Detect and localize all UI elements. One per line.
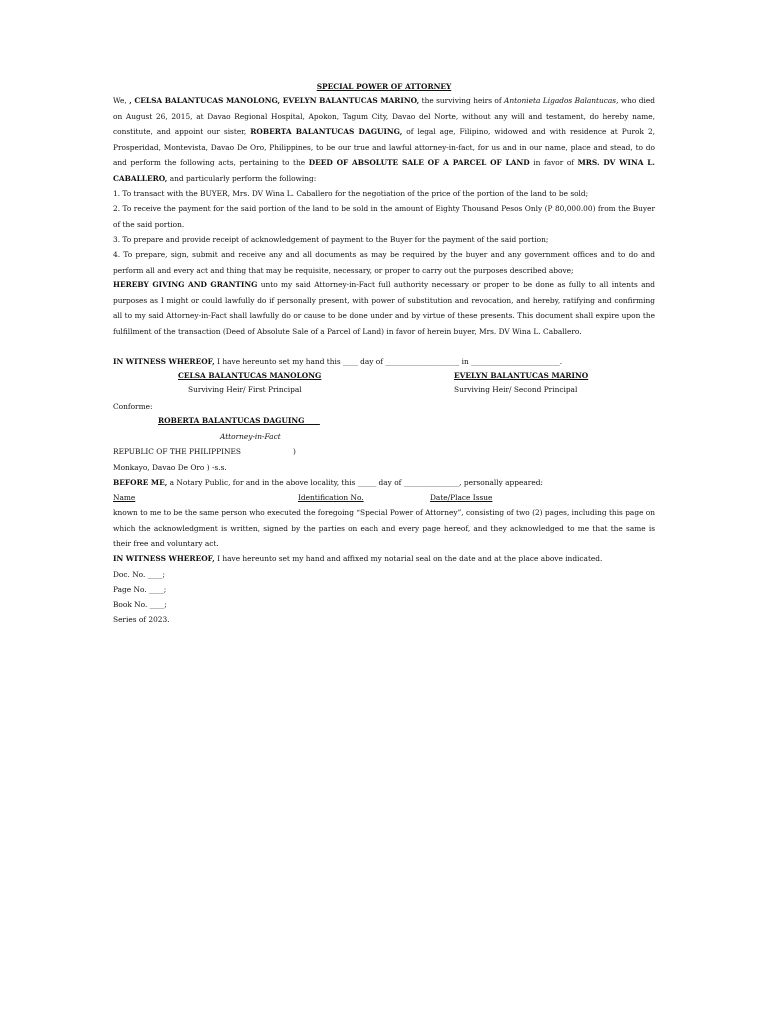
intro-text-2: of legal age, Filipino, widowed and with residence at Purok 2, Prosperidad, Montevista, Davao De Oro, Philippines, to be our true and lawful attorney-in-fact, for us and in our name, place and stead, to do and perform the following acts, pertaining to the xyxy=(113,127,656,168)
witness-text-1: I have hereunto set my hand this ____ day of ____________________ in ________________________. xyxy=(214,357,563,366)
power-item-3: 3. To prepare and provide receipt of acknowledgement of payment to the Buyer for the payment of the said portion; xyxy=(113,235,549,244)
before-me-lead: BEFORE ME, xyxy=(113,478,168,487)
buyer-name-inline: MRS. DV WINA L. CABALLERO, xyxy=(113,158,656,183)
principals-names: , CELSA BALANTUCAS MANOLONG, EVELYN BALANTUCAS MARINO, xyxy=(129,96,420,105)
witness-paragraph-2 xyxy=(113,551,655,567)
intro-text-3: in favor of xyxy=(529,158,578,168)
series-year: Series of 2023. xyxy=(113,615,170,624)
principal-2-role: Surviving Heir/ Second Principal xyxy=(454,385,578,394)
intro-paragraph xyxy=(113,93,655,187)
power-item-1: 1. To transact with the BUYER, Mrs. DV Wina L. Caballero for the negotiation of the price of the portion of the land to be sold; xyxy=(113,189,589,198)
principal-1-role: Surviving Heir/ First Principal xyxy=(188,385,302,394)
acknowledgment-paragraph: known to me to be the same person who executed the foregoing “Special Power of Attorney”, consisting of two (2) pages, including this page on which the acknowledgment is written, signed by the parties on each and every page hereof, and they acknowledged to me that the same is their free and voluntary act. xyxy=(113,508,656,549)
power-item-2: 2. To receive the payment for the said portion of the land to be sold in the amount of Eighty Thousand Pesos Only (P 80,000.00) from the Buyer of the said portion. xyxy=(113,204,655,229)
column-identification: Identification No. xyxy=(298,493,364,502)
agent-signature-name: ROBERTA BALANTUCAS DAGUING xyxy=(158,416,320,425)
book-number: Book No. ____; xyxy=(113,600,167,609)
power-item-4: 4. To prepare, sign, submit and receive any and all documents as may be required by the buyer and any government offices and to do and perform all and every act and thing that may be requisite, necessary, or proper to carry out the purposes described above; xyxy=(113,250,655,275)
principal-1-name: CELSA BALANTUCAS MANOLONG xyxy=(178,371,322,380)
granting-paragraph xyxy=(113,277,655,339)
witness-paragraph-1 xyxy=(113,354,655,370)
witness-lead-2: IN WITNESS WHEREOF, xyxy=(113,554,215,563)
agent-signature-role: Attorney-in-Fact xyxy=(220,432,281,441)
intro-text-4: and particularly perform the following: xyxy=(167,173,317,183)
deed-title-inline: DEED OF ABSOLUTE SALE OF A PARCEL OF LAND xyxy=(308,158,530,168)
republic-label: REPUBLIC OF THE PHILIPPINES xyxy=(113,447,241,456)
document-title: SPECIAL POWER OF ATTORNEY xyxy=(316,82,452,91)
before-me-text: a Notary Public, for and in the above locality, this _____ day of _______________, personally appeared: xyxy=(167,478,543,487)
before-me-line xyxy=(113,478,543,488)
intro-we: We, xyxy=(113,96,130,105)
conforme-label: Conforme: xyxy=(113,402,153,411)
republic-paren: ) xyxy=(293,447,296,456)
column-name: Name xyxy=(113,493,136,502)
witness-text-2: I have hereunto set my hand and affixed my notarial seal on the date and at the place above indicated. xyxy=(214,554,603,563)
column-date-place: Date/Place Issue xyxy=(430,493,493,502)
agent-name-inline: ROBERTA BALANTUCAS DAGUING, xyxy=(250,127,403,137)
notary-place: Monkayo, Davao De Oro ) -s.s. xyxy=(113,463,227,472)
intro-text-1: who died on August 26, 2015, at Davao Regional Hospital, Apokon, Tagum City, Davao del Norte, without any will and testament, do hereby name, constitute, and appoint our sister, xyxy=(113,96,655,137)
deceased-name: Antonieta Ligados Balantucas, xyxy=(504,96,619,105)
doc-number: Doc. No. ____; xyxy=(113,570,165,579)
principal-2-name: EVELYN BALANTUCAS MARINO xyxy=(454,371,589,380)
intro-heirs-of: the surviving heirs of xyxy=(419,96,505,105)
witness-lead-1: IN WITNESS WHEREOF, xyxy=(113,357,215,366)
granting-text: unto my said Attorney-in-Fact full authority necessary or proper to be done as fully to all intents and purposes as I might or could lawfully do if personally present, with power of substitution and revocation, and hereby, ratifying and confirming all to my said Attorney-in-Fact shall lawfully do or cause to be done under and by virtue of these presents. This document shall expire upon the fulfillment of the transaction (Deed of Absolute Sale of a Parcel of Land) in favor of herein buyer, Mrs. DV Wina L. Caballero. xyxy=(113,280,655,336)
page-number: Page No. ____; xyxy=(113,585,167,594)
granting-lead: HEREBY GIVING AND GRANTING xyxy=(113,280,258,289)
